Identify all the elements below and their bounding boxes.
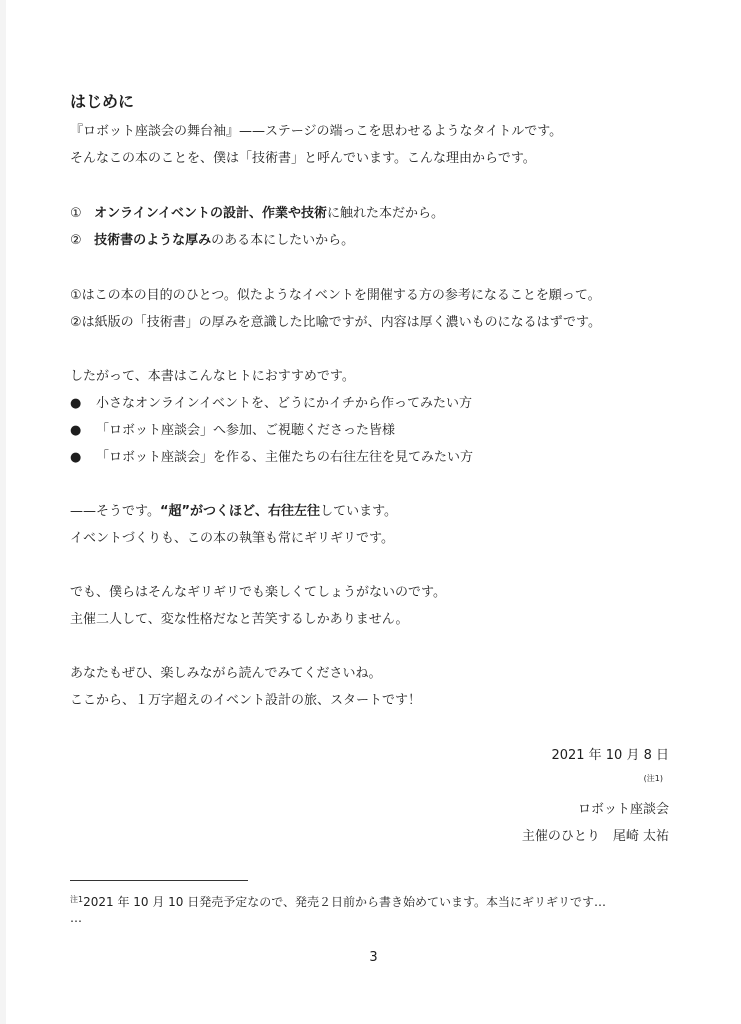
audience-item (70, 423, 395, 439)
audience-item-text: 「ロボット座談会」を作る、主催たちの右往左往を見てみたい方 (96, 450, 474, 465)
page-title: はじめに (70, 92, 135, 111)
intro-line-1: 『ロボット座談会の舞台袖』——ステージの端っこを思わせるようなタイトルです。 (70, 124, 563, 139)
book-page (6, 0, 741, 1024)
struggle-prefix: ——そうです。 (70, 504, 160, 519)
closing-line-1: あなたもぜひ、楽しみながら読んでみてくださいね。 (70, 666, 382, 681)
bullet-icon: ● (70, 423, 82, 438)
footnote-divider (70, 880, 248, 881)
footnote-reference: (注1) (643, 774, 663, 783)
audience-item (70, 396, 472, 412)
signature-org: ロボット座談会 (577, 802, 669, 817)
explain-line-1: ①はこの本の目的のひとつ。似たようなイベントを開催する方の参考になることを願って。 (70, 288, 601, 303)
footnote-line-1 (70, 892, 606, 910)
struggle-suffix: しています。 (320, 504, 398, 519)
audience-item (70, 450, 473, 466)
audience-intro: したがって、本書はこんなヒトにおすすめです。 (70, 369, 355, 384)
bullet-icon: ● (70, 450, 82, 465)
signature-date: 2021 年 10 月 8 日 (551, 748, 669, 763)
reason-1 (70, 206, 444, 222)
reason-1-rest: に触れた本だから。 (327, 206, 445, 221)
closing-line-2: ここから、１万字超えのイベント設計の旅、スタートです！ (70, 693, 422, 708)
audience-item-text: 「ロボット座談会」へ参加、ご視聴くださった皆様 (96, 423, 396, 438)
reason-1-marker: ① (70, 206, 82, 221)
explain-line-2: ②は紙版の「技術書」の厚みを意識した比喩ですが、内容は厚く濃いものになるはずです。 (70, 315, 602, 330)
fun-line-2: 主催二人して、変な性格だなと苦笑するしかありません。 (70, 612, 409, 627)
reason-2-marker: ② (70, 233, 82, 248)
page-number: 3 (369, 950, 378, 965)
struggle-line-1 (70, 504, 397, 520)
footnote-marker: 注1 (70, 895, 84, 904)
intro-line-2: そんなこの本のことを、僕は「技術書」と呼んでいます。こんな理由からです。 (70, 151, 536, 166)
reason-2-bold: 技術書のような厚み (94, 233, 212, 248)
footnote-text: 2021 年 10 月 10 日発売予定なので、発売２日前から書き始めています。本当にギリギリです… (83, 895, 607, 909)
reason-1-bold: オンラインイベントの設計、作業や技術 (94, 206, 328, 221)
reason-2 (70, 233, 354, 249)
signature-author: 主催のひとり 尾崎 太祐 (521, 829, 669, 844)
audience-item-text: 小さなオンラインイベントを、どうにかイチから作ってみたい方 (96, 396, 472, 411)
reason-2-rest: のある本にしたいから。 (211, 233, 355, 248)
footnote (70, 892, 606, 926)
struggle-line-2: イベントづくりも、この本の執筆も常にギリギリです。 (70, 531, 394, 546)
bullet-icon: ● (70, 396, 82, 411)
struggle-bold: “超”がつくほど、右往左往 (159, 504, 321, 519)
fun-line-1: でも、僕らはそんなギリギリでも楽しくてしょうがないのです。 (70, 585, 446, 600)
footnote-line-2: … (70, 911, 82, 925)
